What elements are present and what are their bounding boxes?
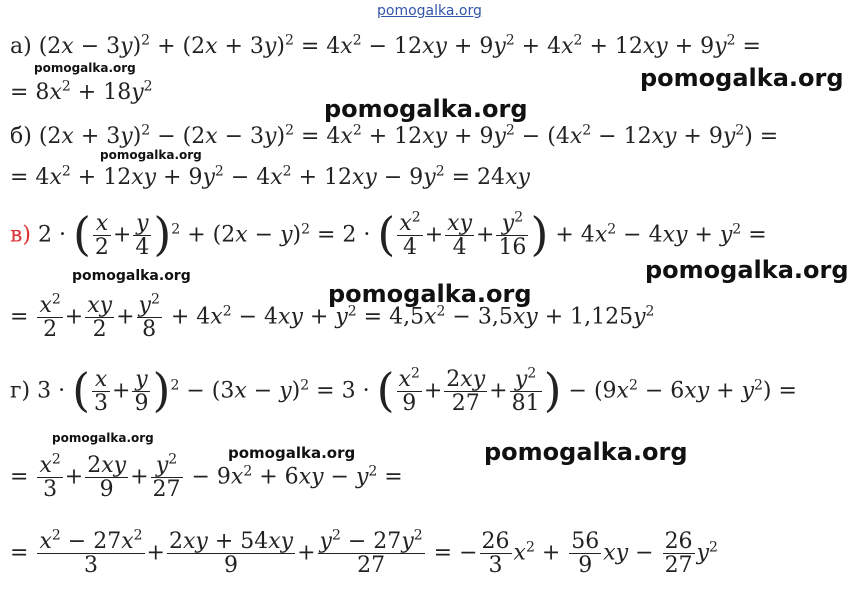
label-g: г): [10, 378, 31, 404]
label-v: в): [10, 222, 31, 248]
equation-b-line2: = $4x^2 + 12xy + 9y^2 - 4x^2 + 12xy - 9y^2 = 24xy$: [10, 163, 530, 190]
watermark-3: pomogalka.org: [324, 95, 528, 123]
equation-a-line1: а) $(2x - 3y)^2 + (2x + 3y)^2 = 4x^2 - 12xy + 9y^2 + 4x^2 + 12xy + 9y^2$ =: [10, 32, 761, 59]
watermark-1: pomogalka.org: [34, 61, 136, 75]
equation-v-line1: в) 2 · ( $\frac{x}{2}$ + $\frac{y}{4}$ )$^2 + (2x - y)^2 = 2$ · ( $\frac{x^2}{4}$ + $\frac{xy}{4}$ + $\frac{y^2}{16}$ ) + $4x^2 - 4xy + y^2$ =: [10, 206, 767, 261]
equation-g-line1: г) 3 · ( $\frac{x}{3}$ + $\frac{y}{9}$ )$^2 - (3x - y)^2 = 3$ · ( $\frac{x^2}{9}$ + $\frac{2xy}{27}$ + $\frac{y^2}{81}$ ) − $(9x^2 - 6xy + y^2)$ =: [10, 362, 797, 417]
label-a: а): [10, 34, 32, 59]
watermark-6: pomogalka.org: [645, 256, 849, 284]
watermark-4: pomogalka.org: [100, 148, 202, 162]
equation-v-line2: = $\frac{x^2}{2}$ + $\frac{xy}{2}$ + $\frac{y^2}{8}$ + $4x^2 - 4xy + y^2 = 4,5x^2 - 3,5xy + 1,125y^2$: [10, 291, 655, 343]
label-b: б): [10, 124, 32, 149]
equation-g-line3: = $\frac{x^2 - 27x^2}{3}$ + $\frac{2xy + 54xy}{9}$ + $\frac{y^2 - 27y^2}{27}$ = − $\frac{26}{3}$ $x^2$ + $\frac{56}{9}$ xy − $\frac{26}{27}$ $y^2$: [10, 527, 718, 579]
equation-g-line2: = $\frac{x^2}{3}$ + $\frac{2xy}{9}$ + $\frac{y^2}{27}$ − $9x^2 + 6xy - y^2$ =: [10, 451, 403, 503]
equation-a-line2: = $8x^2 + 18y^2$: [10, 78, 153, 105]
watermark-7: pomogalka.org: [328, 280, 532, 308]
watermark-top: pomogalka.org: [377, 3, 482, 19]
watermark-2: pomogalka.org: [640, 64, 844, 92]
watermark-8: pomogalka.org: [52, 431, 154, 445]
watermark-5: pomogalka.org: [72, 268, 191, 284]
watermark-9: pomogalka.org: [228, 444, 356, 462]
equation-b-line1: б) $(2x + 3y)^2 - (2x - 3y)^2 = 4x^2 + 12xy + 9y^2 - (4x^2 - 12xy + 9y^2)$ =: [10, 122, 779, 149]
watermark-10: pomogalka.org: [484, 438, 688, 466]
